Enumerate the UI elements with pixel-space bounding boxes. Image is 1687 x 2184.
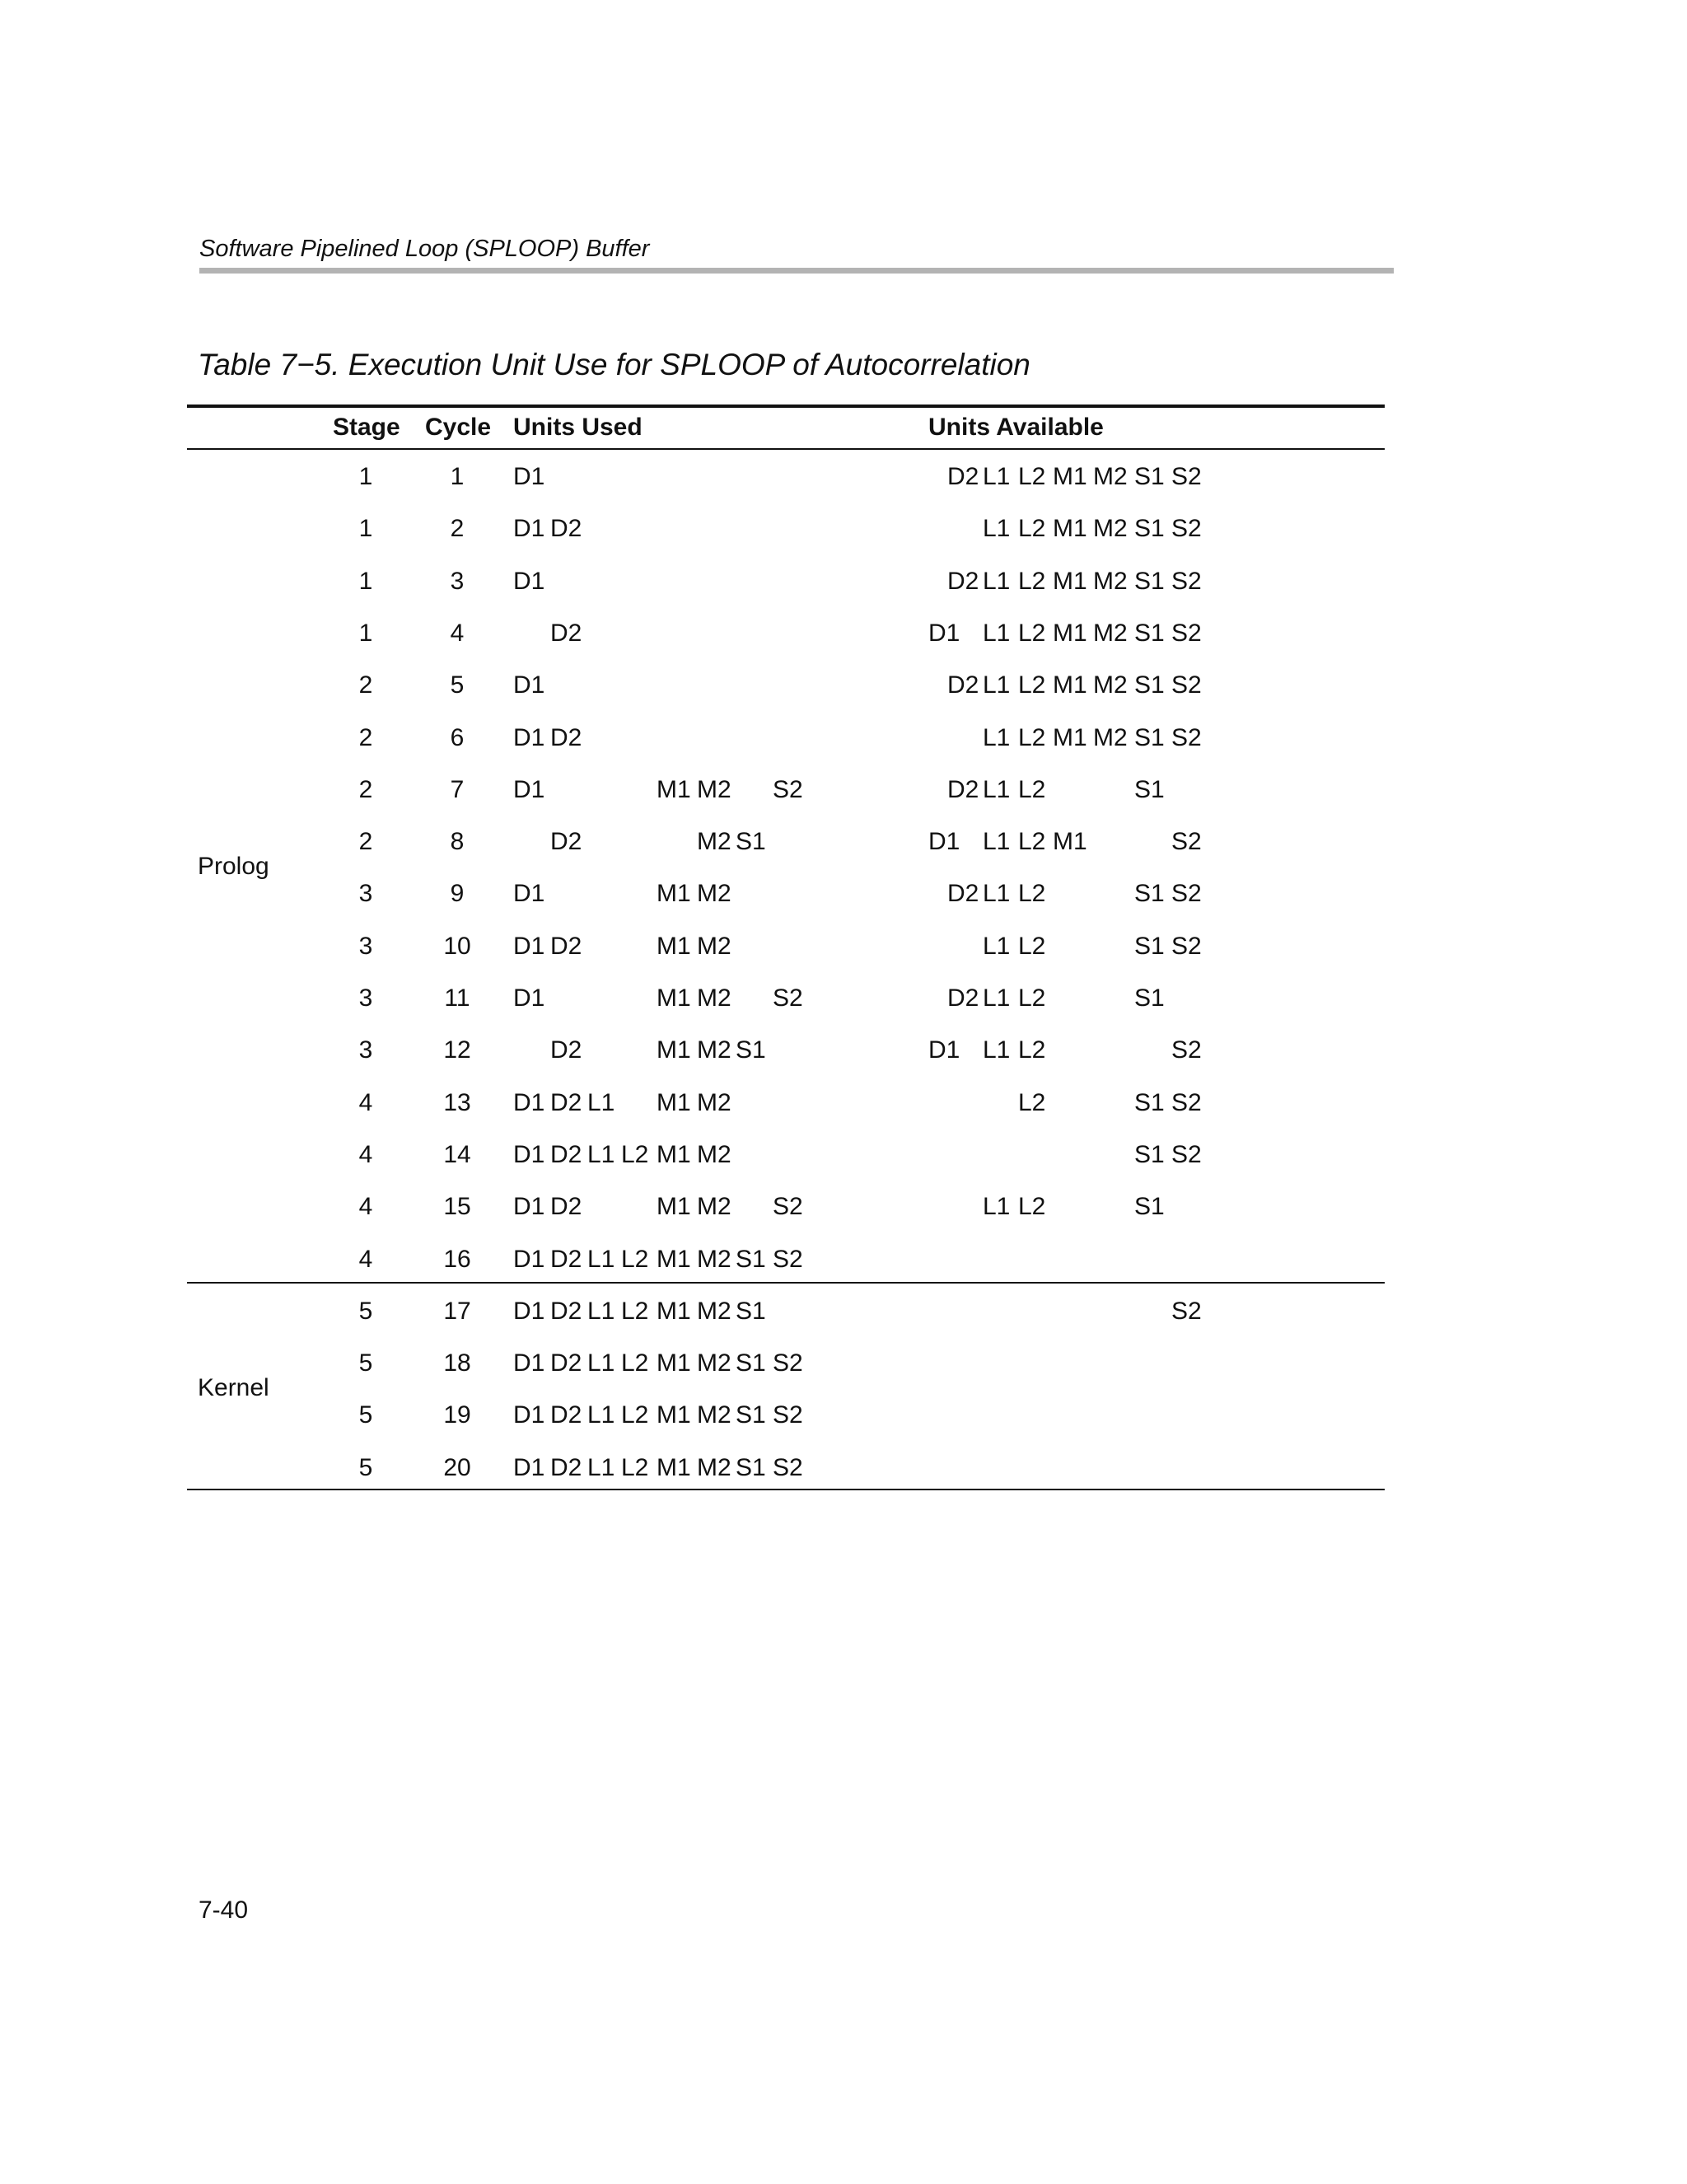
units-used-item: M2	[697, 880, 731, 908]
units-used-item: D2	[550, 1297, 582, 1325]
units-used-item: D2	[550, 1193, 582, 1221]
table-row	[0, 1286, 1687, 1338]
table-row	[0, 1234, 1687, 1286]
cycle-cell: 12	[443, 1036, 471, 1064]
units-available-item: S2	[1171, 1297, 1202, 1325]
units-available-item: L1	[983, 828, 1011, 856]
units-used-item: L2	[621, 1140, 649, 1168]
units-used-item: S1	[736, 1297, 766, 1325]
units-used-item: D2	[550, 828, 582, 856]
units-used-item: D2	[550, 1401, 582, 1429]
units-used-item: L1	[587, 1401, 615, 1429]
units-used-item: M1	[657, 1193, 691, 1221]
table-row	[0, 608, 1687, 660]
units-available-item: S1	[1134, 1193, 1165, 1221]
units-available-item: S2	[1171, 619, 1202, 647]
units-used-item: M2	[697, 1193, 731, 1221]
units-used-item: D2	[550, 515, 582, 543]
stage-cell: 1	[358, 619, 373, 647]
units-available-item: S1	[1134, 1088, 1165, 1116]
units-available-item: L1	[983, 619, 1011, 647]
table-top-rule	[187, 405, 1385, 408]
stage-cell: 2	[358, 723, 373, 751]
units-used-item: M1	[657, 1453, 691, 1481]
stage-cell: 5	[358, 1401, 373, 1429]
units-available-item: M1	[1053, 619, 1087, 647]
units-used-item: M2	[697, 1088, 731, 1116]
units-available-item: S1	[1134, 880, 1165, 908]
units-used-item: D1	[513, 1140, 545, 1168]
cycle-cell: 18	[443, 1349, 471, 1377]
table-row	[0, 1181, 1687, 1233]
units-available-item: M1	[1053, 723, 1087, 751]
units-available-item: L2	[1018, 1088, 1046, 1116]
units-available-item: S1	[1134, 775, 1165, 803]
units-used-item: M1	[657, 1036, 691, 1064]
units-used-item: S1	[736, 1401, 766, 1429]
units-used-item: S1	[736, 1349, 766, 1377]
units-used-item: D2	[550, 1349, 582, 1377]
cycle-cell: 8	[450, 828, 465, 856]
units-used-item: S1	[736, 1036, 766, 1064]
table-row	[0, 1078, 1687, 1129]
units-available-item: S1	[1134, 723, 1165, 751]
units-used-item: D1	[513, 880, 545, 908]
column-header-units-available: Units Available	[928, 414, 1104, 441]
units-used-item: M2	[697, 1140, 731, 1168]
units-available-item: D2	[947, 775, 979, 803]
units-used-item: S2	[773, 1453, 803, 1481]
units-used-item: L1	[587, 1349, 615, 1377]
units-available-item: S2	[1171, 828, 1202, 856]
column-header-cycle: Cycle	[425, 414, 492, 441]
cycle-cell: 10	[443, 932, 471, 960]
units-used-item: M1	[657, 984, 691, 1012]
units-used-item: M2	[697, 984, 731, 1012]
stage-cell: 3	[358, 932, 373, 960]
units-used-item: D2	[550, 1245, 582, 1273]
stage-cell: 5	[358, 1349, 373, 1377]
cycle-cell: 9	[450, 880, 465, 908]
units-used-item: M2	[697, 828, 731, 856]
units-used-item: S1	[736, 1245, 766, 1273]
table-group-rule	[187, 1282, 1385, 1284]
units-available-item: S2	[1171, 1036, 1202, 1064]
units-used-item: L2	[621, 1297, 649, 1325]
units-available-item: S1	[1134, 463, 1165, 490]
units-used-item: D1	[513, 723, 545, 751]
units-available-item: S1	[1134, 619, 1165, 647]
units-used-item: D2	[550, 723, 582, 751]
units-used-item: S2	[773, 984, 803, 1012]
units-used-item: S2	[773, 1193, 803, 1221]
units-used-item: M1	[657, 880, 691, 908]
units-available-item: D2	[947, 671, 979, 699]
units-available-item: M1	[1053, 463, 1087, 490]
table-row	[0, 1129, 1687, 1181]
units-used-item: D1	[513, 984, 545, 1012]
cycle-cell: 16	[443, 1245, 471, 1273]
units-used-item: M1	[657, 775, 691, 803]
units-available-item: S2	[1171, 671, 1202, 699]
units-used-item: M2	[697, 1245, 731, 1273]
units-used-item: D1	[513, 515, 545, 543]
table-header-rule	[187, 448, 1385, 450]
table-row	[0, 451, 1687, 503]
units-used-item: M1	[657, 1088, 691, 1116]
table-row	[0, 1025, 1687, 1077]
units-available-item: S2	[1171, 723, 1202, 751]
units-available-item: L1	[983, 880, 1011, 908]
group-label-prolog: Prolog	[198, 853, 269, 880]
units-used-item: L1	[587, 1140, 615, 1168]
units-available-item: L2	[1018, 619, 1046, 647]
units-available-item: L2	[1018, 775, 1046, 803]
units-used-item: D1	[513, 1401, 545, 1429]
cycle-cell: 20	[443, 1453, 471, 1481]
page-number: 7-40	[199, 1896, 249, 1924]
units-used-item: L1	[587, 1297, 615, 1325]
units-available-item: S1	[1134, 515, 1165, 543]
units-used-item: S2	[773, 1349, 803, 1377]
units-used-item: L2	[621, 1453, 649, 1481]
stage-cell: 4	[358, 1140, 373, 1168]
units-available-item: M2	[1093, 723, 1128, 751]
units-available-item: L1	[983, 515, 1011, 543]
units-available-item: L1	[983, 775, 1011, 803]
units-available-item: D2	[947, 880, 979, 908]
units-used-item: D2	[550, 619, 582, 647]
units-used-item: S1	[736, 1453, 766, 1481]
units-available-item: S2	[1171, 932, 1202, 960]
units-used-item: D1	[513, 567, 545, 595]
units-used-item: M2	[697, 932, 731, 960]
table-caption: Table 7−5. Execution Unit Use for SPLOOP of Autocorrelation	[198, 348, 1030, 381]
units-available-item: M2	[1093, 463, 1128, 490]
units-used-item: S2	[773, 1401, 803, 1429]
units-used-item: M2	[697, 1036, 731, 1064]
cycle-cell: 19	[443, 1401, 471, 1429]
units-available-item: L1	[983, 984, 1011, 1012]
units-used-item: D2	[550, 932, 582, 960]
units-available-item: M2	[1093, 619, 1128, 647]
units-available-item: M1	[1053, 671, 1087, 699]
stage-cell: 3	[358, 984, 373, 1012]
units-used-item: M1	[657, 1297, 691, 1325]
units-available-item: L1	[983, 1036, 1011, 1064]
units-used-item: D1	[513, 1349, 545, 1377]
units-used-item: D2	[550, 1140, 582, 1168]
units-used-item: L1	[587, 1245, 615, 1273]
units-available-item: S1	[1134, 567, 1165, 595]
units-used-item: M2	[697, 1453, 731, 1481]
units-available-item: L1	[983, 463, 1011, 490]
units-available-item: L2	[1018, 1036, 1046, 1064]
column-header-units-used: Units Used	[513, 414, 643, 441]
units-available-item: S2	[1171, 567, 1202, 595]
units-used-item: D1	[513, 1297, 545, 1325]
header-rule	[199, 268, 1394, 274]
units-available-item: S1	[1134, 984, 1165, 1012]
units-used-item: S1	[736, 828, 766, 856]
stage-cell: 4	[358, 1193, 373, 1221]
table-row	[0, 765, 1687, 816]
units-available-item: S2	[1171, 880, 1202, 908]
units-used-item: D1	[513, 775, 545, 803]
units-available-item: M2	[1093, 567, 1128, 595]
units-used-item: D1	[513, 1193, 545, 1221]
units-available-item: L2	[1018, 723, 1046, 751]
units-available-item: D2	[947, 984, 979, 1012]
group-label-kernel: Kernel	[198, 1374, 269, 1401]
stage-cell: 5	[358, 1297, 373, 1325]
units-used-item: L2	[621, 1401, 649, 1429]
stage-cell: 3	[358, 1036, 373, 1064]
units-used-item: M1	[657, 1349, 691, 1377]
units-used-item: M1	[657, 1401, 691, 1429]
units-used-item: D1	[513, 463, 545, 490]
units-used-item: M2	[697, 1401, 731, 1429]
stage-cell: 4	[358, 1088, 373, 1116]
units-available-item: L2	[1018, 880, 1046, 908]
running-header: Software Pipelined Loop (SPLOOP) Buffer	[199, 236, 650, 262]
cycle-cell: 7	[450, 775, 465, 803]
units-used-item: L2	[621, 1245, 649, 1273]
column-header-stage: Stage	[333, 414, 400, 441]
stage-cell: 1	[358, 567, 373, 595]
units-available-item: L1	[983, 932, 1011, 960]
units-available-item: D1	[928, 1036, 960, 1064]
cycle-cell: 3	[450, 567, 465, 595]
units-used-item: D1	[513, 1453, 545, 1481]
units-used-item: L1	[587, 1088, 615, 1116]
table-row	[0, 973, 1687, 1025]
units-used-item: D1	[513, 671, 545, 699]
units-available-item: L2	[1018, 984, 1046, 1012]
units-available-item: L2	[1018, 828, 1046, 856]
units-used-item: D2	[550, 1453, 582, 1481]
units-used-item: M1	[657, 1245, 691, 1273]
table-row	[0, 556, 1687, 608]
units-used-item: S2	[773, 775, 803, 803]
units-used-item: D1	[513, 1088, 545, 1116]
units-available-item: D2	[947, 463, 979, 490]
units-available-item: D1	[928, 828, 960, 856]
units-used-item: D2	[550, 1088, 582, 1116]
table-row	[0, 921, 1687, 973]
stage-cell: 1	[358, 515, 373, 543]
units-used-item: L2	[621, 1349, 649, 1377]
cycle-cell: 1	[450, 463, 465, 490]
stage-cell: 5	[358, 1453, 373, 1481]
stage-cell: 2	[358, 775, 373, 803]
units-available-item: S1	[1134, 1140, 1165, 1168]
cycle-cell: 4	[450, 619, 465, 647]
units-available-item: D2	[947, 567, 979, 595]
cycle-cell: 13	[443, 1088, 471, 1116]
units-used-item: L1	[587, 1453, 615, 1481]
units-used-item: M2	[697, 1297, 731, 1325]
units-available-item: S2	[1171, 1140, 1202, 1168]
units-available-item: M2	[1093, 515, 1128, 543]
cycle-cell: 6	[450, 723, 465, 751]
units-used-item: M2	[697, 1349, 731, 1377]
cycle-cell: 5	[450, 671, 465, 699]
units-used-item: M1	[657, 1140, 691, 1168]
units-available-item: L2	[1018, 671, 1046, 699]
cycle-cell: 11	[444, 984, 470, 1012]
table-bottom-rule	[187, 1489, 1385, 1490]
units-available-item: L1	[983, 723, 1011, 751]
units-available-item: M1	[1053, 515, 1087, 543]
cycle-cell: 14	[443, 1140, 471, 1168]
cycle-cell: 15	[443, 1193, 471, 1221]
units-available-item: L2	[1018, 1193, 1046, 1221]
units-used-item: S2	[773, 1245, 803, 1273]
units-available-item: S2	[1171, 515, 1202, 543]
units-used-item: M1	[657, 932, 691, 960]
units-used-item: M2	[697, 775, 731, 803]
units-used-item: D2	[550, 1036, 582, 1064]
table-row	[0, 713, 1687, 765]
units-available-item: M2	[1093, 671, 1128, 699]
units-available-item: L2	[1018, 515, 1046, 543]
units-available-item: S1	[1134, 932, 1165, 960]
table-row	[0, 660, 1687, 712]
cycle-cell: 2	[450, 515, 465, 543]
stage-cell: 3	[358, 880, 373, 908]
units-used-item: D1	[513, 1245, 545, 1273]
stage-cell: 1	[358, 463, 373, 490]
units-available-item: L1	[983, 567, 1011, 595]
units-available-item: D1	[928, 619, 960, 647]
units-available-item: M1	[1053, 828, 1087, 856]
units-available-item: M1	[1053, 567, 1087, 595]
units-available-item: S2	[1171, 1088, 1202, 1116]
units-available-item: L1	[983, 671, 1011, 699]
units-available-item: L2	[1018, 463, 1046, 490]
units-used-item: D1	[513, 932, 545, 960]
stage-cell: 4	[358, 1245, 373, 1273]
cycle-cell: 17	[443, 1297, 471, 1325]
units-available-item: S2	[1171, 463, 1202, 490]
table-row	[0, 1443, 1687, 1494]
units-available-item: L1	[983, 1193, 1011, 1221]
units-available-item: S1	[1134, 671, 1165, 699]
units-available-item: L2	[1018, 567, 1046, 595]
table-row	[0, 503, 1687, 555]
stage-cell: 2	[358, 828, 373, 856]
stage-cell: 2	[358, 671, 373, 699]
units-available-item: L2	[1018, 932, 1046, 960]
